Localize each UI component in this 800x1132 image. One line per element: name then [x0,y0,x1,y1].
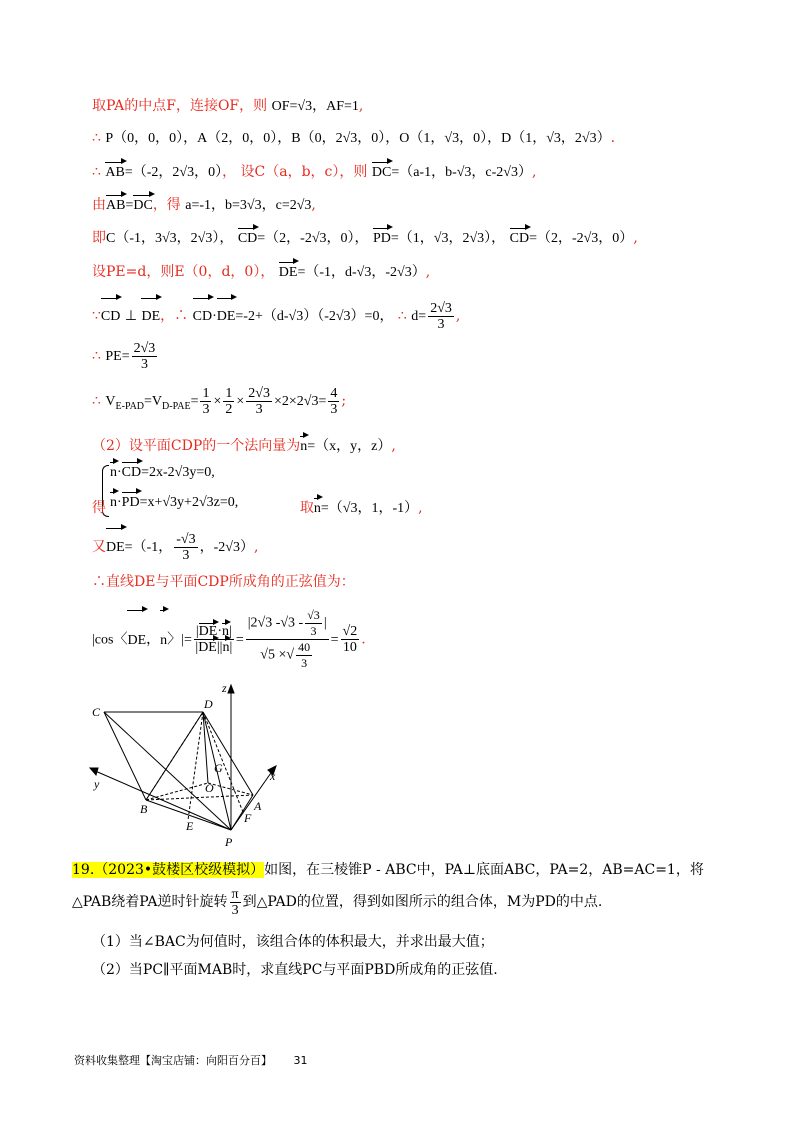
footer-text: 资料收集整理【淘宝店铺：向阳百分百】 [74,1054,272,1067]
geometry-figure [88,680,288,855]
problem-source: （2023•鼓楼区校级模拟） [94,862,265,878]
text-red: 取PA的中点F，连接OF，则 [92,98,268,114]
solution-line-6: 设PE=d，则E（0，d，0）， DE=（-1，d-√3，-2√3）, [92,262,430,283]
solution-line-5: 即C（-1，3√3，2√3）， CD=（2，-2√3，0）， PD=（1，√3，2√3）， CD=（2，-2√3，0）, [92,228,638,249]
solution-line-2: ∴ P（0，0，0），A（2，0，0），B（0，2√3，0），O（1，√3，0），D（1，√3，2√3）. [92,130,616,146]
math: OF=√3，AF=1 [271,99,359,114]
solution-line-9: ∴ $V_{E-PAD}=V_{D-PAE}=$ $\frac{1}{3}$ × $\frac{1}{2}$ × $\frac{2√3}{3}$ ×2×2√3= $\frac{4}{3}$ ; [92,385,347,417]
solution-line-10: （2）设平面CDP的一个法向量为n=（x，y，z）, [92,436,396,457]
solution-line-13: ∴直线DE与平面CDP所成角的正弦值为： [92,574,355,590]
label-y: y [94,777,100,791]
solution-line-1: 取PA的中点F，连接OF，则 OF=√3，AF=1, [92,98,364,114]
problem-19-line-2: △PAB绕着PA逆时针旋转 $\frac{\pi}{3}$ 到△PAD的位置，得到如图所示的组合体，M为PD的中点. [72,886,603,918]
solution-line-12: 又DE=（-1， $\frac{-√3}{3}$ ，-2√3）, [92,528,258,567]
solution-line-4: 由AB=DC，得 a=-1，b=3√3，c=2√3, [92,195,316,216]
problem-number: 19. [72,862,95,878]
solution-line-8: ∴ PE= $\frac{2√3}{3}$ [92,340,156,372]
label-e: E [186,819,194,833]
page-number: 31 [293,1054,308,1067]
coordinates: P（0，0，0），A（2，0，0），B（0，2√3，0），O（1，√3，0），D（1，√3，2√3） [105,131,611,146]
label-p: P [225,835,233,849]
fraction: $\frac{2√3}{3}$ [430,300,452,332]
solution-line-11: 得 取n=（√3，1，-1）, [92,498,423,519]
cosine-formula: |cos〈DE，n〉|= $\frac{|DE\cdot n|}{|DE||n|}$ = |2√3 -√3 - $\frac{√3}{3}$ | √5 ×√ $\frac{40}{3}$ = $\frac{√2}{10}$ . [92,608,366,670]
problem-19-q2: （2）当PC∥平面MAB时，求直线PC与平面PBD所成角的正弦值. [92,962,498,978]
label-x: x [270,769,276,783]
label-z: z [222,681,227,695]
fraction: $\frac{2√3}{3}$ [133,340,156,372]
label-a: A [254,799,262,813]
label-g: G [214,761,223,775]
problem-19-line-1 [72,860,704,880]
solution-line-3: ∴ AB=（-2，2√3，0）， 设C（a，b，c），则 DC=（a-1，b-√3，c-2√3）, [92,162,536,183]
solution-line-7: ∵CD ⊥ DE，∴ CD·DE=-2+（d-√3）（-2√3）=0， ∴ d= $\frac{2√3}{3}$ , [92,298,460,335]
label-b: B [140,802,148,816]
footer [74,1052,308,1068]
problem-text: 如图，在三棱锥P - ABC中，PA⊥底面ABC，PA=2，AB=AC=1，将 [264,862,704,878]
vector-dc: DC [372,163,391,183]
problem-19-q1: （1）当∠BAC为何值时，该组合体的体积最大，并求出最大值； [92,934,494,950]
label-o: O [205,781,214,795]
label-f: F [244,811,252,825]
vector-ab: AB [105,163,124,183]
label-c: C [92,705,101,719]
label-d: D [204,697,213,711]
